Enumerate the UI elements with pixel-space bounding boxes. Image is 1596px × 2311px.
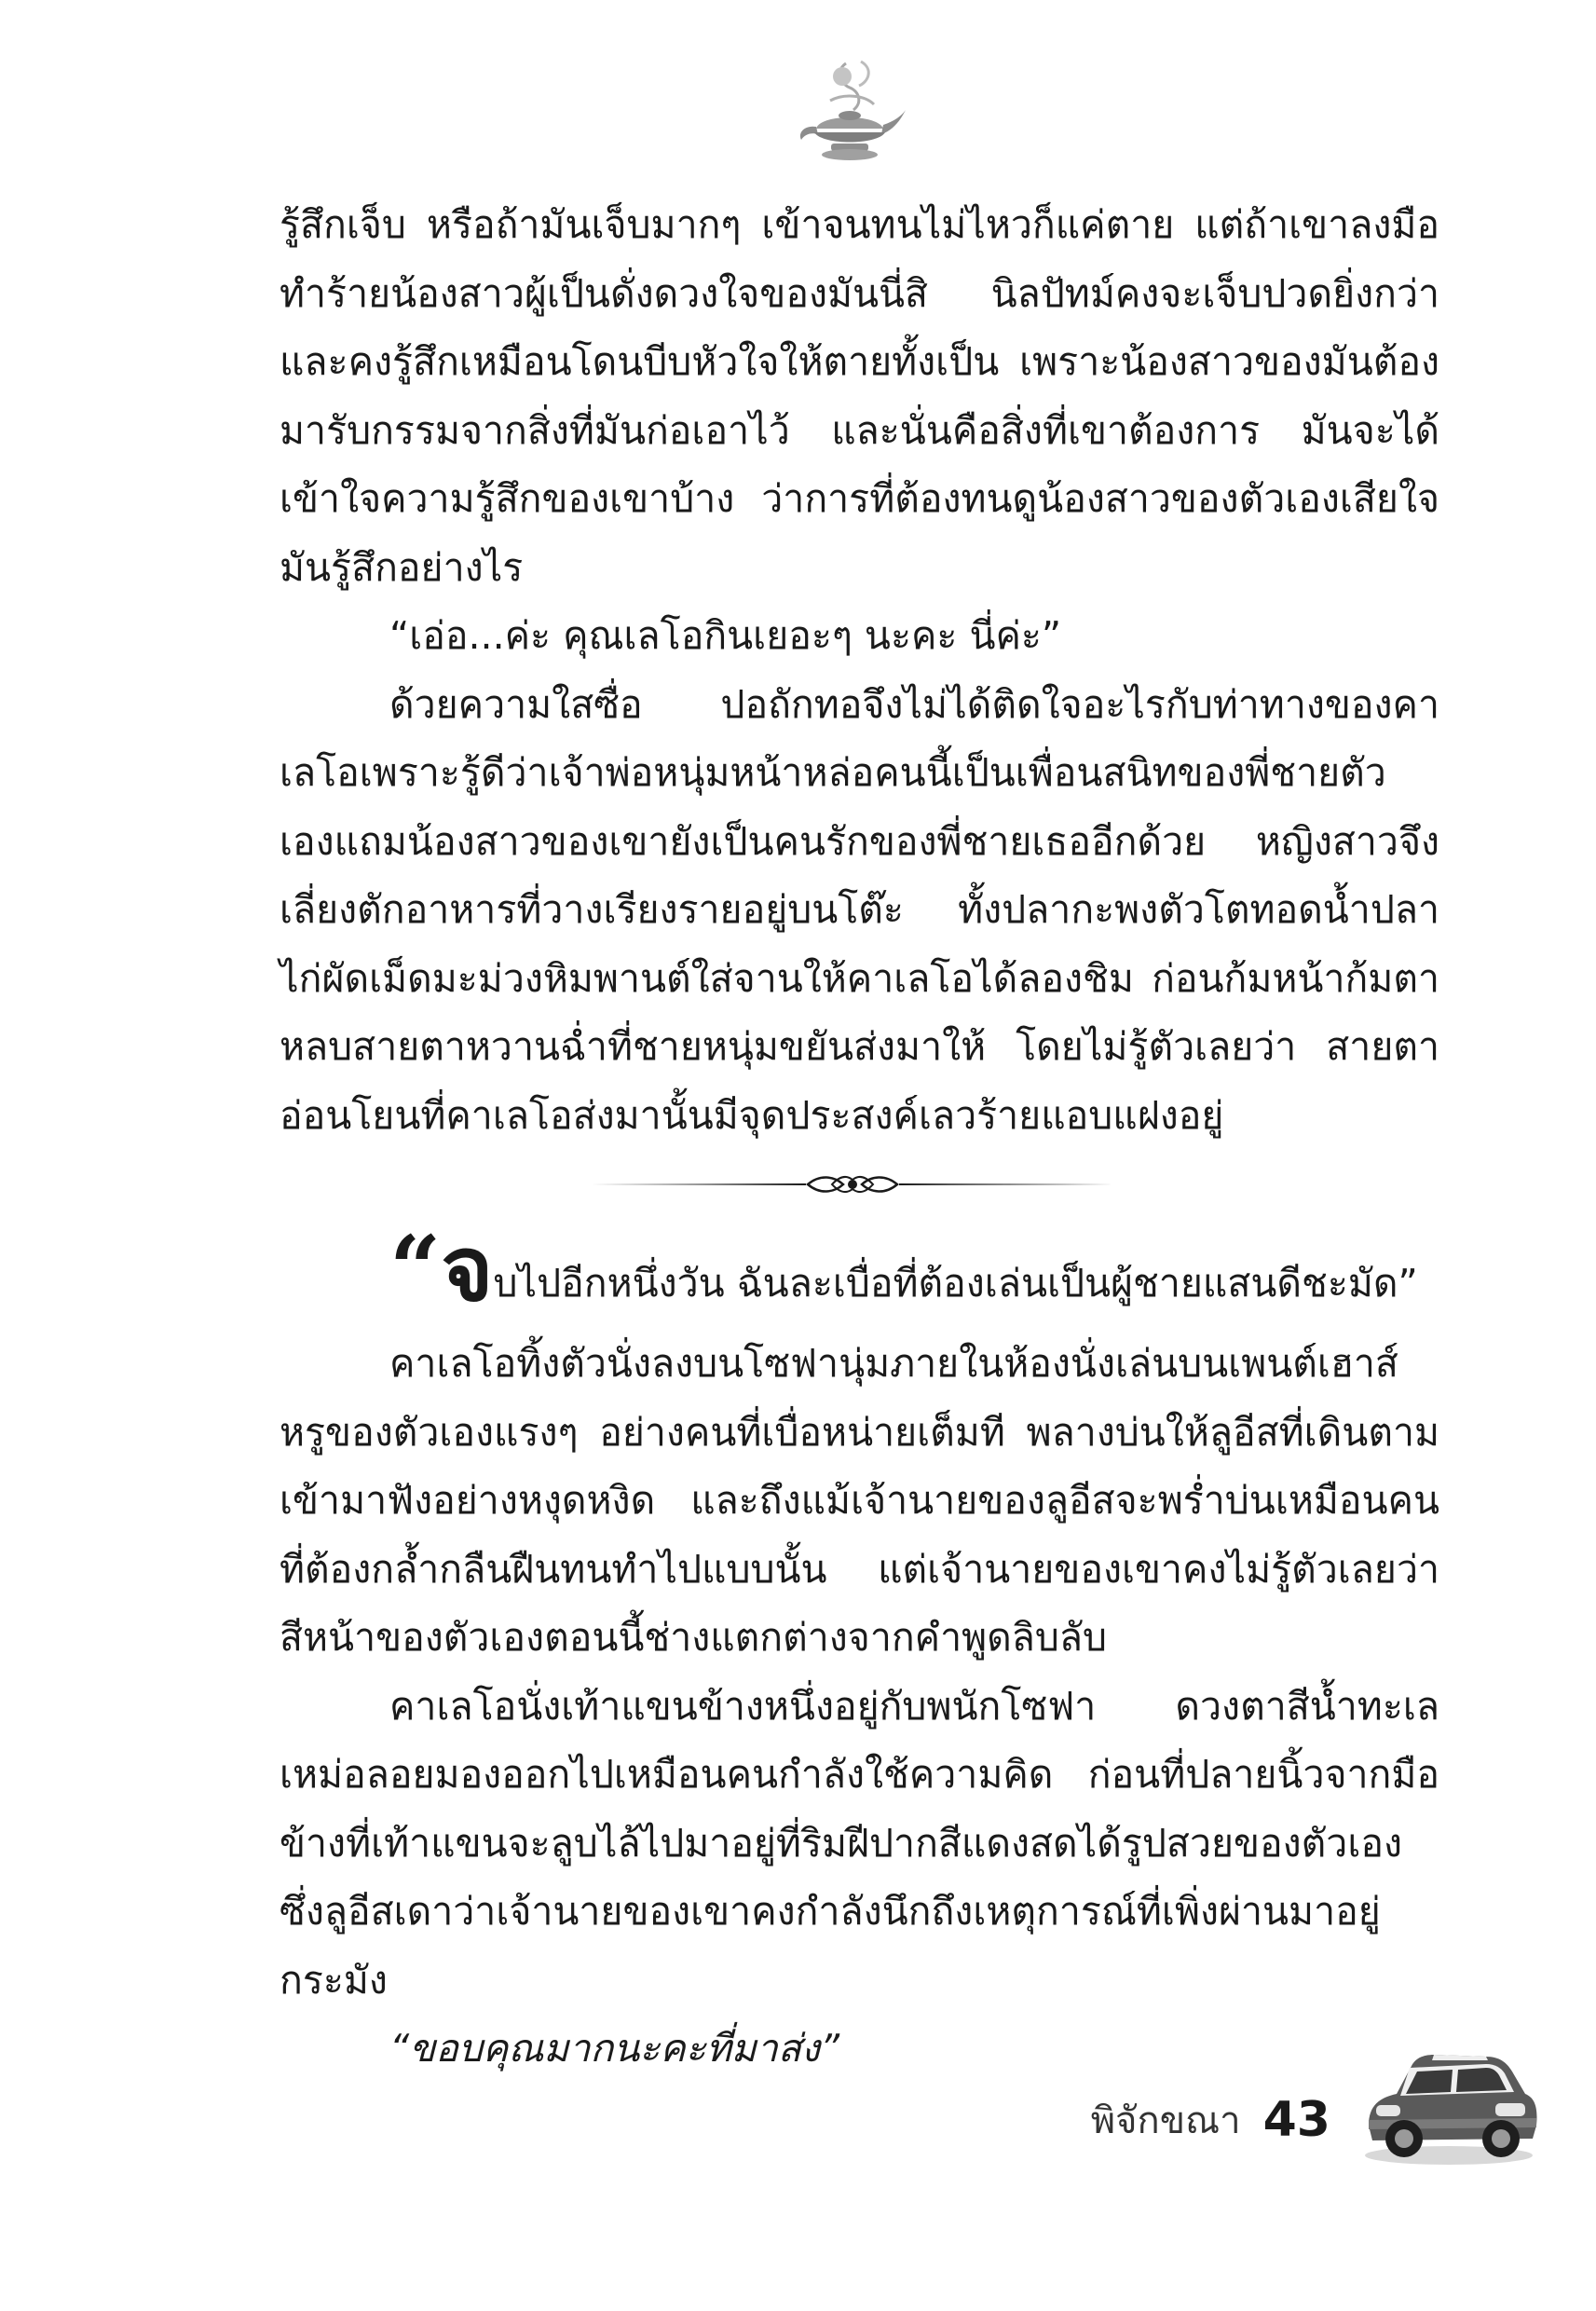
- body-text: [280, 191, 1439, 2084]
- paragraph-2: ด้วยความใสซื่อ ปอถักทอจึงไม่ได้ติดใจอะไรกับท่าทางของคาเลโอเพราะรู้ดีว่าเจ้าพ่อหนุ่มหน้าหล่อคนนี้เป็นเพื่อนสนิทของพี่ชายตัวเองแถมน้องสาวของเขายังเป็นคนรักของพี่ชายเธออีกด้วย หญิงสาวจึงเลี่ยงตักอาหารที่วางเรียงรายอยู่บนโต๊ะ ทั้งปลากะพงตัวโตทอดน้ำปลา ไก่ผัดเม็ดมะม่วงหิมพานต์ใส่จานให้คาเลโอได้ลองชิม ก่อนก้มหน้าก้มตาหลบสายตาหวานฉ่ำที่ชายหนุ่มขยันส่งมาให้ โดยไม่รู้ตัวเลยว่า สายตาอ่อนโยนที่คาเลโอส่งมานั้นมีจุดประสงค์เลวร้ายแอบแฝงอยู่: [280, 681, 1439, 1138]
- genie-lamp-icon: [788, 56, 909, 168]
- book-title: พิจักขณา: [1090, 2099, 1241, 2142]
- chapter-opening-line: [280, 1216, 1439, 1330]
- page-number: 43: [1262, 2092, 1330, 2148]
- paragraph-1: รู้สึกเจ็บ หรือถ้ามันเจ็บมากๆ เข้าจนทนไม่ไหวก็แค่ตาย แต่ถ้าเขาลงมือทำร้ายน้องสาวผู้เป็นดั่งดวงใจของมันนี่สิ นิลปัทม์คงจะเจ็บปวดยิ่งกว่าและคงรู้สึกเหมือนโดนบีบหัวใจให้ตายทั้งเป็น เพราะน้องสาวของมันต้องมารับกรรมจากสิ่งที่มันก่อเอาไว้ และนั่นคือสิ่งที่เขาต้องการ มันจะได้เข้าใจความรู้สึกของเขาบ้าง ว่าการที่ต้องทนดูน้องสาวของตัวเองเสียใจมันรู้สึกอย่างไร: [280, 202, 1439, 590]
- car-icon: [1356, 2036, 1542, 2171]
- paragraph-4: คาเลโอนั่งเท้าแขนข้างหนึ่งอยู่กับพนักโซฟา ดวงตาสีน้ำทะเลเหม่อลอยมองออกไปเหมือนคนกำลังใช้ความคิด ก่อนที่ปลายนิ้วจากมือข้างที่เท้าแขนจะลูบไล้ไปมาอยู่ที่ริมฝีปากสีแดงสดได้รูปสวยของตัวเองซึ่งลูอีสเดาว่าเจ้านายของเขาคงกำลังนึกถึงเหตุการณ์ที่เพิ่งผ่านมาอยู่กระมัง: [280, 1683, 1439, 2003]
- section-divider: [280, 1150, 1439, 1224]
- flourish-divider-icon: [592, 1170, 1113, 1198]
- chapter-opening-text: บไปอีกหนึ่งวัน ฉันละเบื่อที่ต้องเล่นเป็นผู้ชายแสนดีชะมัด”: [493, 1261, 1418, 1306]
- dropcap-quote: “: [389, 1216, 442, 1321]
- dialogue-line-2: “ขอบคุณมากนะคะที่มาส่ง”: [389, 2026, 840, 2071]
- dialogue-line-1: “เอ่อ...ค่ะ คุณเลโอกินเยอะๆ นะคะ นี่ค่ะ”: [389, 613, 1062, 658]
- page-footer: [1091, 2092, 1330, 2149]
- dropcap-letter: จ: [441, 1216, 494, 1321]
- paragraph-3: คาเลโอทิ้งตัวนั่งลงบนโซฟานุ่มภายในห้องนั่งเล่นบนเพนต์เฮาส์หรูของตัวเองแรงๆ อย่างคนที่เบื่อหน่ายเต็มที พลางบ่นให้ลูอีสที่เดินตามเข้ามาฟังอย่างหงุดหงิด และถึงแม้เจ้านายของลูอีสจะพร่ำบ่นเหมือนคนที่ต้องกล้ำกลืนฝืนทนทำไปแบบนั้น แต่เจ้านายของเขาคงไม่รู้ตัวเลยว่าสีหน้าของตัวเองตอนนี้ช่างแตกต่างจากคำพูดลิบลับ: [280, 1341, 1439, 1660]
